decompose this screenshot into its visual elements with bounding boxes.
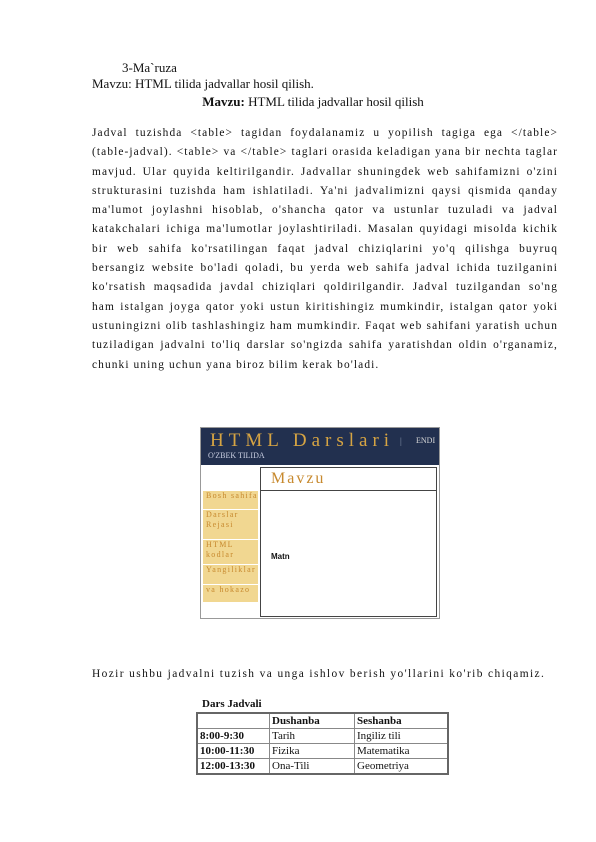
table-cell: Geometriya [355, 759, 449, 775]
schedule-table [196, 712, 449, 775]
lecture-number: 3-Ma`ruza [122, 60, 177, 75]
table-cell: Ona-Tili [270, 759, 355, 775]
body-paragraph: Jadval tuzishda <table> tagidan foydalanamiz u yopilish tagiga ega </table> (table-jadval). <table> va </table> taglari orasida keladigan yana bir nechta taglar mavjud. Ular quyida keltirilgandir. Jadvallar shuningdek web sahifamizni o'zini strukturasini tuzishda ham ishlatiladi. Ya'ni jadvalimizni qaysi qismida qanday ma'lumot joylashni hisoblab, o'shancha qator va ustunlar tuzuladi va jadval katakchalari ichiga ma'lumotlar joylashtiriladi. Masalan quyidagi misolda kichik bir web sahifa ko'rsatilingan faqat jadval chiziqlarini yo'q qilishga buyruq bersangiz website bo'ladi qoladi, bu yerda web sahifa jadval ichida tuzilganini ko'rsatish maqsadida javdal chiziqlari qoldirilgandir. Jadval tuzilgandan so'ng ham istalgan joyga qator yoki ustun kiritishingiz mumkindir, istalgan qator yoki ustuningizni olib tashlashingiz ham mumkindir. Faqat web sahifani yaratish uchun tuziladigan jadvalni to'liq darslar so'ngizda sahifa yaratishdan oldin o'rganamiz, chunki uning uchun yana biroz bilim kerak bo'ladi. [92, 127, 558, 371]
mavzu-cell [260, 467, 437, 491]
table-header-cell: Seshanba [355, 713, 449, 729]
table-cell: Fizika [270, 744, 355, 759]
site-separator: | [400, 436, 402, 446]
table-cell: Ingiliz tili [355, 729, 449, 744]
table-row [197, 729, 448, 744]
menu-item-bosh-sahifa[interactable]: Bosh sahifa [203, 491, 258, 510]
table-cell-time: 8:00-9:30 [197, 729, 270, 744]
empty-corner-cell [203, 467, 258, 491]
site-title: HTML Darslari [210, 430, 395, 451]
menu-item-yangiliklar[interactable]: Yangiliklar [203, 565, 258, 585]
menu-item-va-hokazo[interactable]: va hokazo [203, 585, 258, 603]
site-menu [203, 491, 261, 603]
table-cell-time: 12:00-13:30 [197, 759, 270, 775]
schedule-caption: Dars Jadvali [202, 698, 262, 710]
site-language-link[interactable]: ENDI [416, 436, 436, 445]
topic-line: Mavzu: HTML tilida jadvallar hosil qilish. [92, 76, 314, 91]
content-label: Matn [271, 552, 290, 561]
table-header-cell [197, 713, 270, 729]
topic-heading [0, 94, 596, 110]
menu-item-darslar-rejasi[interactable]: Darslar Rejasi [203, 510, 258, 540]
topic-text: HTML tilida jadvallar hosil qilish [244, 94, 424, 109]
table-cell: Tarih [270, 729, 355, 744]
table-header-cell: Dushanba [270, 713, 355, 729]
table-row [197, 759, 448, 775]
table-header-row [197, 713, 448, 729]
content-area [260, 490, 437, 617]
table-cell: Matematika [355, 744, 449, 759]
topic-label: Mavzu: [202, 94, 245, 109]
menu-item-html-kodlar[interactable]: HTML kodlar [203, 540, 258, 565]
table-cell-time: 10:00-11:30 [197, 744, 270, 759]
website-layout-figure [200, 427, 440, 619]
site-header [201, 428, 440, 465]
table-row [197, 744, 448, 759]
mavzu-heading: Mavzu [271, 470, 326, 487]
closing-sentence: Hozir ushbu jadvalni tuzish va unga ishlov berish yo'llarini ko'rib chiqamiz. [92, 668, 546, 680]
site-subtitle: O'ZBEK TILIDA [208, 451, 265, 460]
